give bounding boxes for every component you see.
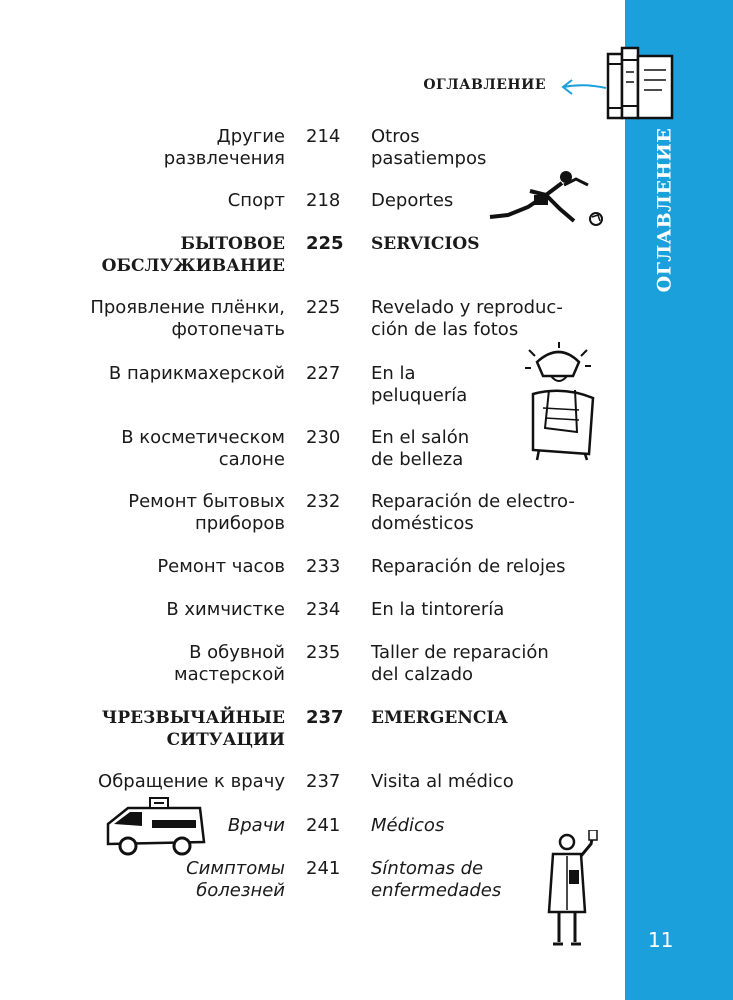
entry-ru-title: Врачи [227,815,285,836]
entry-es-title: Revelado y reproduc- [371,297,563,318]
entry-es-title: En el salón [371,427,470,448]
entry-ru-title: Симптомы [186,858,285,879]
entry-page: 232 [306,491,341,512]
entry-ru-title: приборов [194,513,285,534]
entry-es-title: Otros [371,126,420,147]
entry-es-title: enfermedades [371,880,502,901]
section-page: 237 [306,707,344,728]
entry-ru-title: Ремонт часов [157,556,285,577]
doctor-icon [545,830,607,948]
entry-ru-title: Спорт [227,190,285,211]
entry-es-title: Médicos [371,815,445,836]
entry-es-title: domésticos [371,513,474,534]
entry-page: 241 [306,815,341,836]
entry-es-title: Deportes [371,190,454,211]
section-es-title: SERVICIOS [371,234,480,254]
entry-ru-title: В косметическом [121,427,285,448]
entry-es-title: En la [371,363,416,384]
entry-page: 218 [306,190,341,211]
section-ru-title: СИТУАЦИИ [166,730,285,750]
entry-page: 241 [306,858,341,879]
entry-ru-title: мастерской [174,664,285,685]
entry-page: 214 [306,126,341,147]
entry-page: 233 [306,556,341,577]
entry-ru-title: развлечения [163,148,285,169]
entry-page: 234 [306,599,341,620]
entry-page: 227 [306,363,341,384]
hair-dryer-chair-icon [515,342,607,462]
entry-es-title: Taller de reparación [371,642,549,663]
entry-page: 225 [306,297,341,318]
entry-ru-title: Проявление плёнки, [90,297,285,318]
entry-page: 235 [306,642,341,663]
entry-es-title: del calzado [371,664,474,685]
entry-es-title: ción de las fotos [371,319,519,340]
entry-ru-title: В химчистке [166,599,285,620]
entry-ru-title: салоне [218,449,285,470]
entry-es-title: Visita al médico [371,771,514,792]
entry-ru-title: Обращение к врачу [98,771,285,792]
entry-ru-title: болезней [196,880,285,901]
entry-page: 230 [306,427,341,448]
entry-ru-title: В парикмахерской [108,363,285,384]
ambulance-icon [100,796,210,858]
entry-ru-title: В обувной [189,642,285,663]
entry-es-title: Reparación de relojes [371,556,566,577]
entry-page: 237 [306,771,341,792]
page-number: 11 [648,928,674,952]
entry-es-title: peluquería [371,385,468,406]
entry-es-title: En la tintorería [371,599,505,620]
header-label: ОГЛАВЛЕНИЕ [423,77,546,93]
section-ru-title: ОБСЛУЖИВАНИЕ [101,256,285,276]
entry-ru-title: фотопечать [171,319,285,340]
section-ru-title: ЧРЕЗВЫЧАЙНЫЕ [101,708,285,728]
entry-ru-title: Ремонт бытовых [128,491,285,512]
sidebar-title: ОГЛАВЛЕНИЕ [653,127,675,293]
entry-es-title: de belleza [371,449,464,470]
section-page: 225 [306,233,344,254]
entry-ru-title: Другие [216,126,285,147]
entry-es-title: Reparación de electro- [371,491,575,512]
arrow-icon [560,76,608,98]
section-ru-title: БЫТОВОЕ [180,234,285,254]
section-es-title: EMERGENCIA [371,708,508,728]
entry-es-title: Síntomas de [371,858,484,879]
entry-es-title: pasatiempos [371,148,487,169]
soccer-player-icon [480,165,610,235]
books-icon [604,42,678,124]
